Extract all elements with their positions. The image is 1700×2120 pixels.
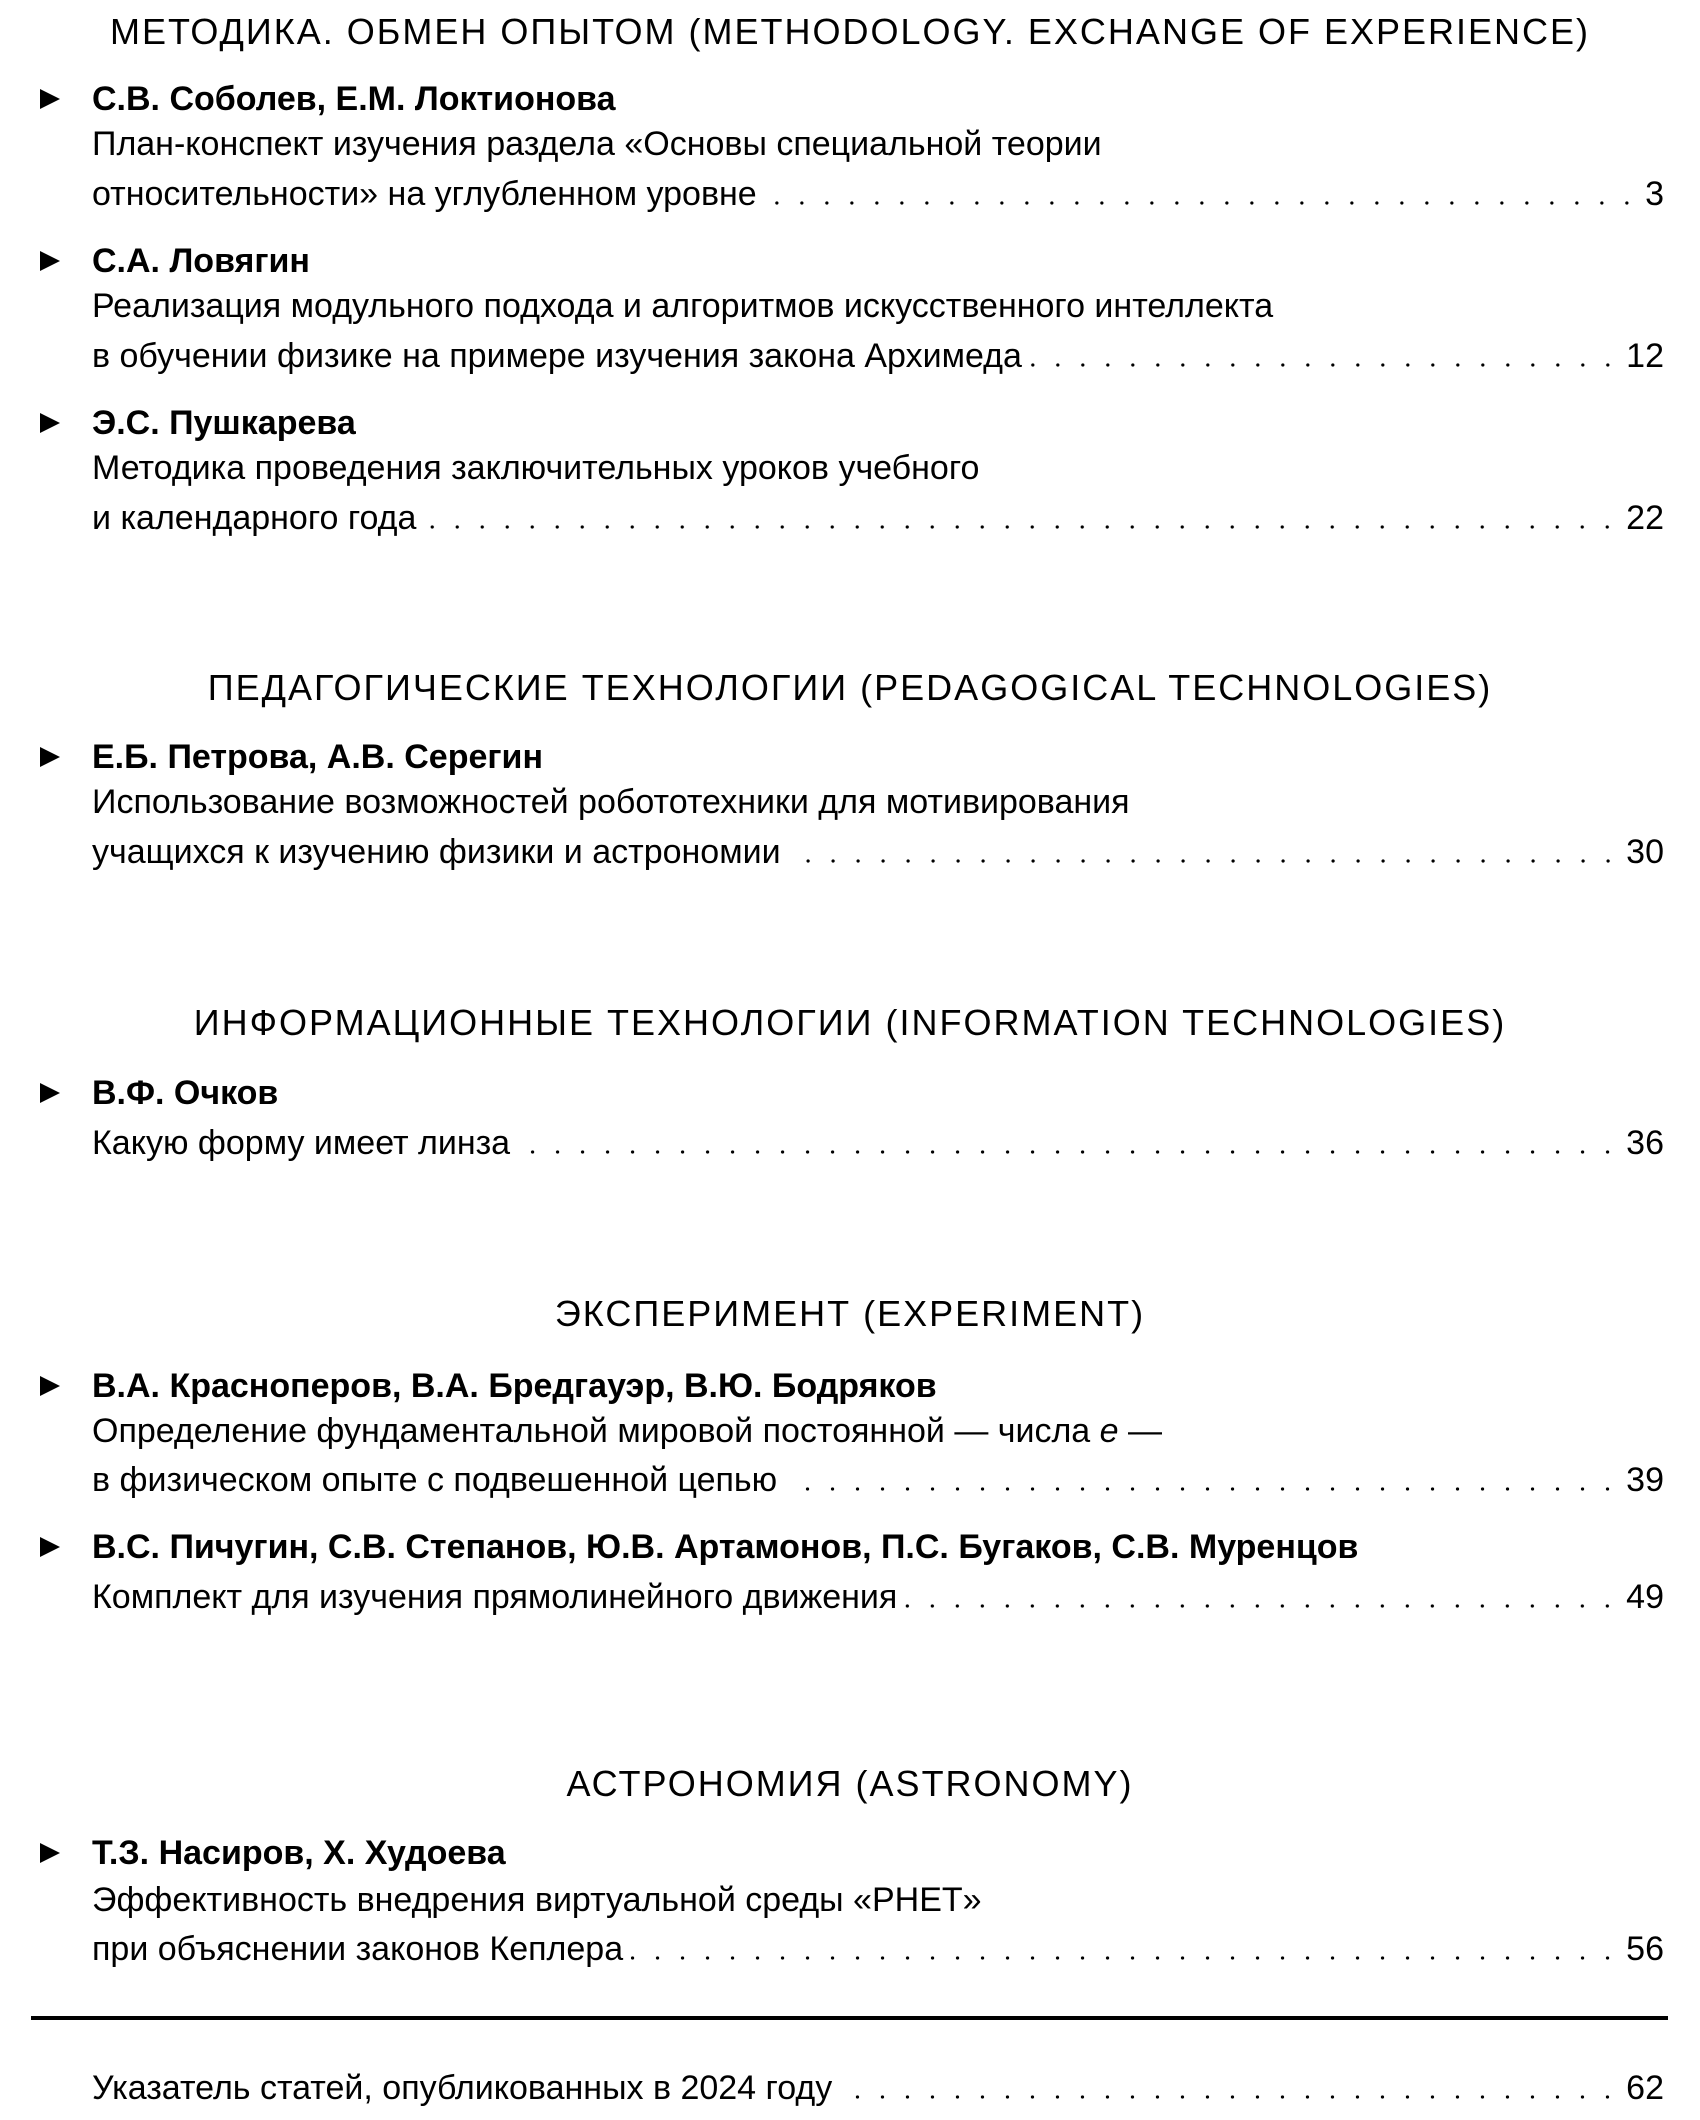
section-heading: АСТРОНОМИЯ (ASTRONOMY) [566, 1763, 1134, 1804]
entry-title: учащихся к изучению физики и астрономии [92, 833, 781, 871]
page-number[interactable]: 56 [1626, 1930, 1664, 1968]
entry-title: Методика проведения заключительных уроков учебного [92, 449, 980, 487]
entry-title-line [92, 832, 1664, 872]
entry-title-line [92, 448, 1664, 488]
entry-title-line [92, 1411, 1664, 1451]
entry-title-text: — [1118, 1412, 1163, 1450]
entry-authors: Е.Б. Петрова, А.В. Серегин [92, 738, 543, 776]
entry-authors: В.А. Красноперов, В.А. Бредгауэр, В.Ю. Бодряков [92, 1367, 937, 1405]
page-number[interactable]: 3 [1645, 175, 1664, 213]
section-heading: МЕТОДИКА. ОБМЕН ОПЫТОМ (METHODOLOGY. EXCHANGE OF EXPERIENCE) [109, 11, 1591, 52]
section-heading: ИНФОРМАЦИОННЫЕ ТЕХНОЛОГИИ (INFORMATION TECHNOLOGIES) [193, 1002, 1507, 1043]
triangle-right-icon [40, 1537, 60, 1557]
entry-title-line [92, 336, 1664, 376]
entry-title: Комплект для изучения прямолинейного движения [92, 1578, 898, 1616]
entry-title: Реализация модульного подхода и алгоритмов искусственного интеллекта [92, 287, 1274, 325]
entry-authors: Э.С. Пушкарева [92, 404, 356, 442]
entry-authors: С.В. Соболев, Е.М. Локтионова [92, 80, 616, 118]
constant-e: e [1099, 1412, 1119, 1450]
dot-leader [765, 201, 1639, 205]
entry-title: в физическом опыте с подвешенной цепью [92, 1461, 778, 1499]
section-heading: ЭКСПЕРИМЕНТ (EXPERIMENT) [554, 1293, 1146, 1334]
dot-leader [789, 859, 1621, 863]
triangle-right-icon [40, 413, 60, 433]
dot-leader [1030, 363, 1620, 367]
entry-title-line [92, 1880, 1664, 1920]
footer-title: Указатель статей, опубликованных в 2024 году [92, 2069, 833, 2107]
entry-title: в обучении физике на примере изучения закона Архимеда [92, 337, 1022, 375]
entry-title-line [92, 124, 1664, 164]
entry-title-line [92, 2068, 1664, 2108]
page-number[interactable]: 30 [1626, 833, 1664, 871]
entry-title-line [92, 782, 1664, 822]
triangle-right-icon [40, 1843, 60, 1863]
dot-leader [631, 1956, 1620, 1960]
entry-title: Какую форму имеет линза [92, 1124, 511, 1162]
triangle-right-icon [40, 1376, 60, 1396]
page-number[interactable]: 12 [1626, 337, 1664, 375]
triangle-right-icon [40, 89, 60, 109]
dot-leader [840, 2095, 1620, 2099]
entry-title-line [92, 1460, 1664, 1500]
entry-title-text: Определение фундаментальной мировой постоянной — числа [92, 1412, 1100, 1450]
triangle-right-icon [40, 747, 60, 767]
entry-title: относительности» на углубленном уровне [92, 175, 757, 213]
entry-title [92, 1411, 1162, 1451]
entry-authors: В.С. Пичугин, С.В. Степанов, Ю.В. Артамонов, П.С. Бугаков, С.В. Муренцов [92, 1528, 1359, 1566]
page-number[interactable]: 49 [1626, 1578, 1664, 1616]
page-number[interactable]: 62 [1626, 2069, 1664, 2107]
triangle-right-icon [40, 251, 60, 271]
entry-title: Использование возможностей робототехники для мотивирования [92, 783, 1130, 821]
entry-title-line [92, 1577, 1664, 1617]
entry-title: при объяснении законов Кеплера [92, 1930, 624, 1968]
dot-leader [785, 1487, 1620, 1491]
entry-title-line [92, 174, 1664, 214]
entry-authors: Т.З. Насиров, Х. Худоева [92, 1834, 506, 1872]
page-number[interactable]: 36 [1626, 1124, 1664, 1162]
page-number[interactable]: 22 [1626, 499, 1664, 537]
entry-title-line [92, 498, 1664, 538]
page-number[interactable]: 39 [1626, 1461, 1664, 1499]
entry-authors: В.Ф. Очков [92, 1074, 279, 1112]
entry-title-line [92, 1123, 1664, 1163]
entry-title: План-конспект изучения раздела «Основы специальной теории [92, 125, 1102, 163]
dot-leader [424, 525, 1620, 529]
entry-title: Эффективность внедрения виртуальной среды «PHET» [92, 1881, 982, 1919]
dot-leader [905, 1604, 1620, 1608]
entry-authors: С.А. Ловягин [92, 242, 310, 280]
section-heading: ПЕДАГОГИЧЕСКИЕ ТЕХНОЛОГИИ (PEDAGOGICAL TECHNOLOGIES) [207, 667, 1493, 708]
entry-title-line [92, 1929, 1664, 1969]
triangle-right-icon [40, 1083, 60, 1103]
entry-title: и календарного года [92, 499, 417, 537]
entry-title-line [92, 286, 1664, 326]
dot-leader [518, 1150, 1620, 1154]
divider-rule [31, 2016, 1668, 2020]
